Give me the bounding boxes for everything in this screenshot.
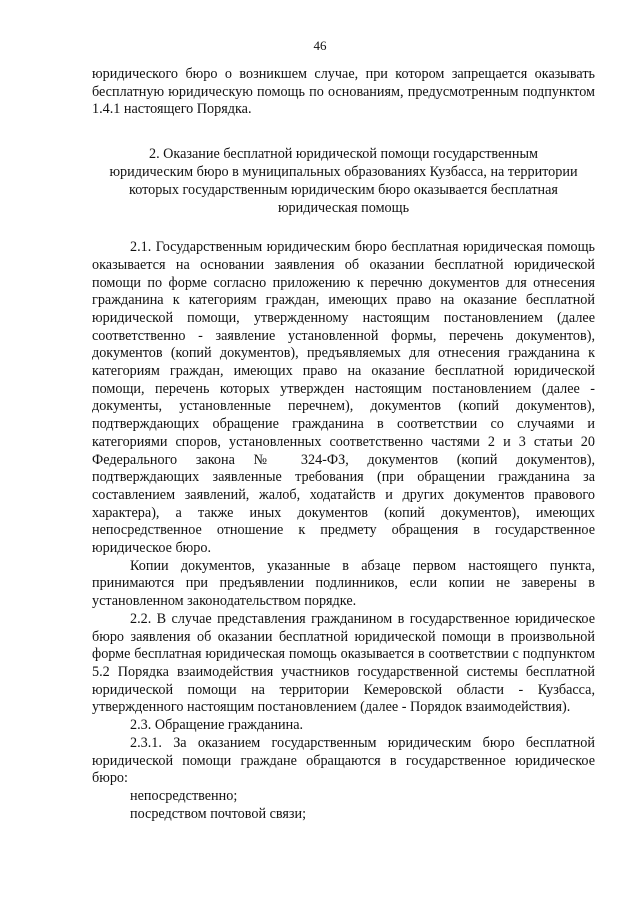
paragraph-2-3-1: 2.3.1. За оказанием государственным юридическим бюро бесплатной юридической помощи граждане обращаются в государственное юридическое бюро: (92, 734, 595, 787)
paragraph-2-1: 2.1. Государственным юридическим бюро бесплатная юридическая помощь оказывается на основании заявления об оказании бесплатной юридической помощи по форме согласно приложению к перечню документов для отнесения гражданина к категориям граждан, имеющих право на оказание бесплатной юридической помощи, утвержденному настоящим постановлением (далее соответственно - заявление установленной формы, перечень документов), документов (копий документов), предъявляемых для отнесения гражданина к категориям граждан, имеющих право на оказание бесплатной юридической помощи, перечень которых утвержден настоящим постановлением (далее - документы, установленные перечнем), документов (копий документов), подтверждающих обращение гражданина в соответствии со случаями и категориями споров, установленных соответственно частями 2 и 3 статьи 20 Федерального закона № 324-ФЗ, документов (копий документов), подтверждающих заявленные требования (при обращении гражданина за составлением заявлений, жалоб, ходатайств и других документов правового характера), а также иных документов (копий документов), имеющих непосредственное отношение к предмету обращения в государственное юридическое бюро. (92, 239, 595, 557)
intro-paragraph: юридического бюро о возникшем случае, при котором запрещается оказывать бесплатную юридическую помощь по основаниям, предусмотренным подпунктом 1.4.1 настоящего Порядка. (92, 66, 595, 118)
list-item-postal: посредством почтовой связи; (130, 805, 307, 822)
section-heading (92, 145, 595, 217)
section-heading-line-1: 2. Оказание бесплатной юридической помощи государственным (148, 146, 539, 163)
paragraph-2-3: 2.3. Обращение гражданина. (130, 717, 304, 734)
paragraph-document-copies: Копии документов, указанные в абзаце первом настоящего пункта, принимаются при предъявлении подлинников, если копии не заверены в установленном законодательством порядке. (92, 557, 595, 610)
list-item-direct: непосредственно; (130, 787, 238, 804)
section-heading-line-3: которых государственным юридическим бюро оказывается бесплатная (129, 182, 558, 199)
page-number: 46 (313, 38, 327, 53)
document-body (92, 66, 595, 823)
section-heading-line-4: юридическая помощь (277, 200, 410, 217)
paragraph-2-2: 2.2. В случае представления гражданином в государственное юридическое бюро заявления об оказании бесплатной юридической помощи в произвольной форме бесплатная юридическая помощь оказывается в соответствии с подпунктом 5.2 Порядка взаимодействия участников государственной системы бесплатной юридической помощи на территории Кемеровской области - Кузбасса, утвержденного настоящим постановлением (далее - Порядок взаимодействия). (92, 610, 595, 716)
section-heading-line-2: юридическим бюро в муниципальных образованиях Кузбасса, на территории (109, 164, 578, 181)
